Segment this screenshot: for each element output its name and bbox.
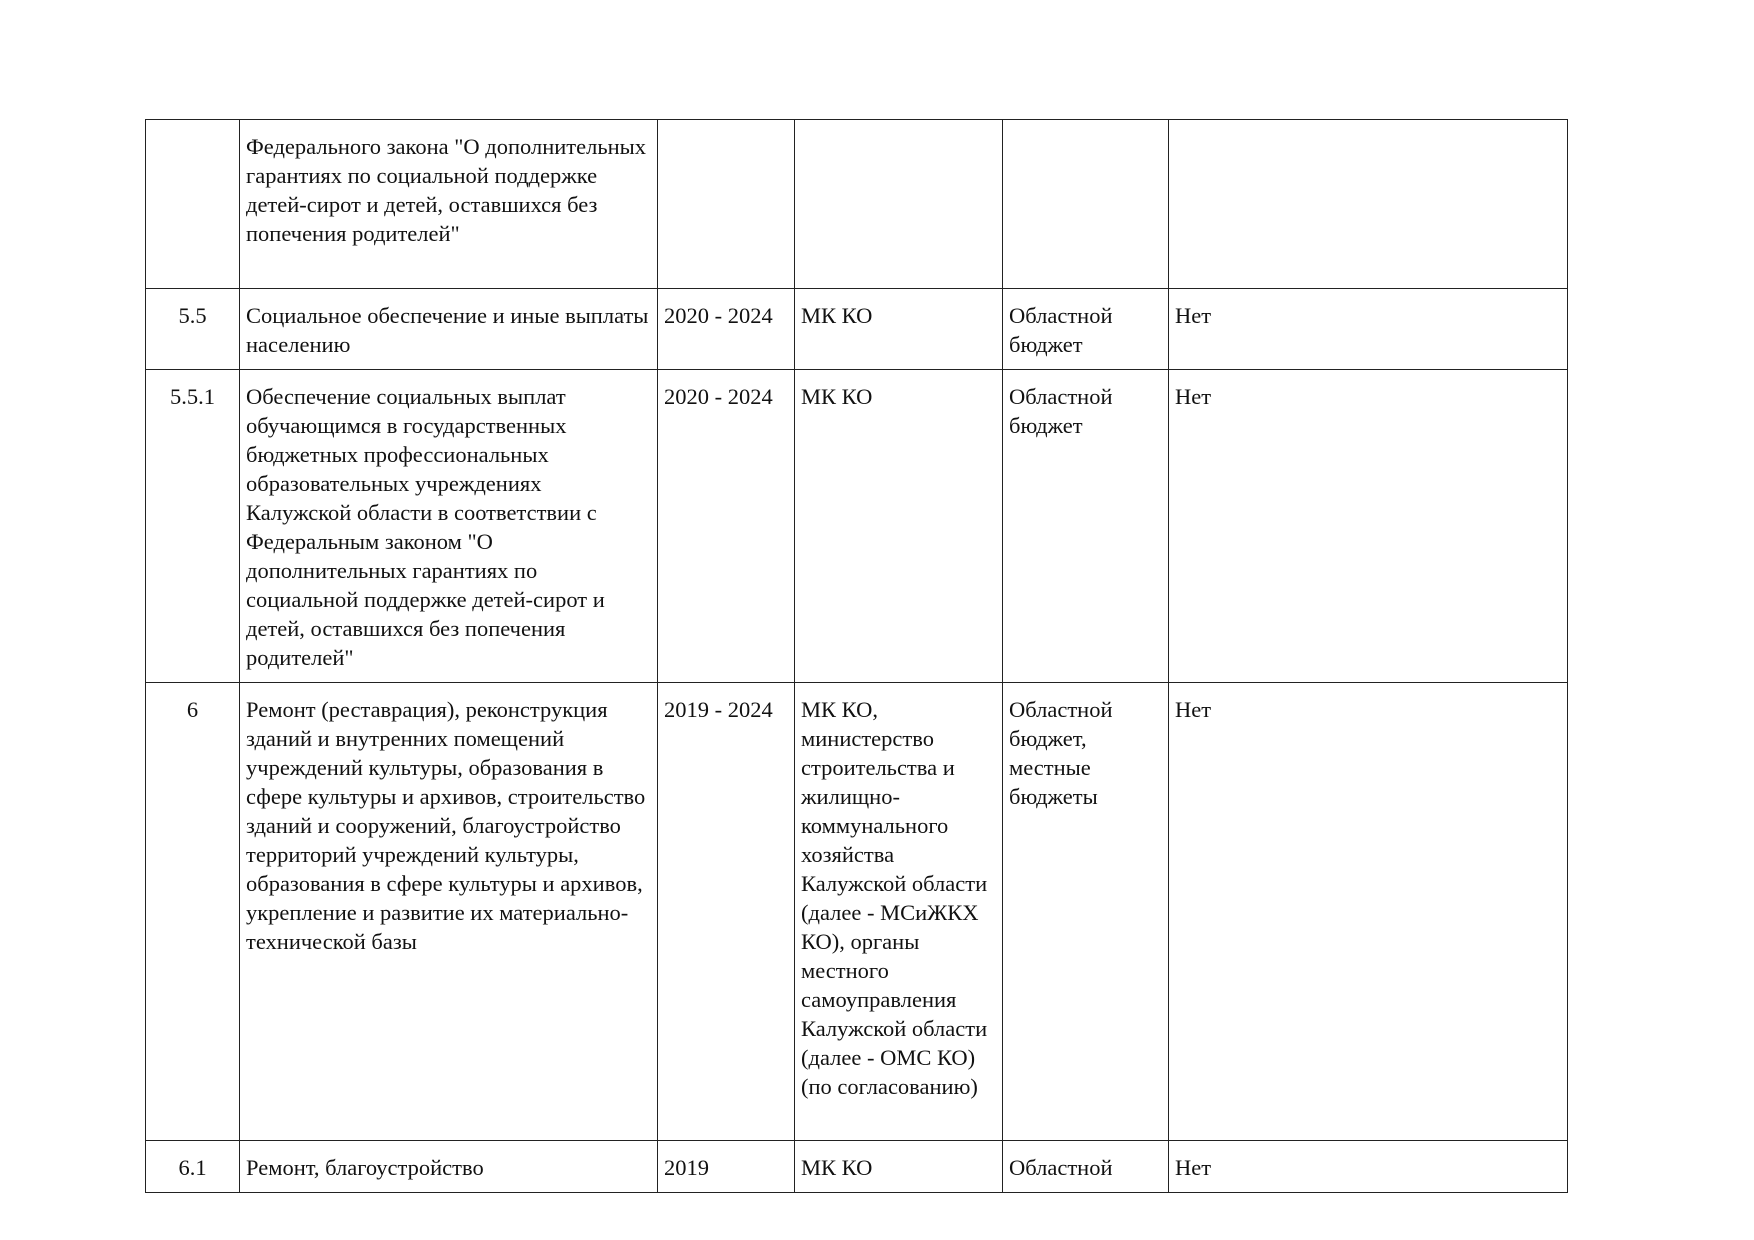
- row-number: [146, 120, 240, 289]
- row-number: 6.1: [146, 1141, 240, 1193]
- implementation-period: 2019 - 2024: [658, 683, 795, 1141]
- funding-source: Областной бюджет: [1003, 370, 1169, 683]
- activity-name: Обеспечение социальных выплат обучающимся в государственных бюджетных профессиональных образовательных учреждениях Калужской области в соответствии с Федеральным законом "О дополнительных гарантиях по социальной поддержке детей-сирот и детей, оставшихся без попечения родителей": [240, 370, 658, 683]
- implementation-period: [658, 120, 795, 289]
- activity-name: Ремонт (реставрация), реконструкция зданий и внутренних помещений учреждений культуры, образования в сфере культуры и архивов, строительство зданий и сооружений, благоустройство территорий учреждений культуры, образования в сфере культуры и архивов, укрепление и развитие их материально-технической базы: [240, 683, 658, 1141]
- note: Нет: [1169, 1141, 1568, 1193]
- row-number: 6: [146, 683, 240, 1141]
- note: Нет: [1169, 289, 1568, 370]
- implementation-period: 2019: [658, 1141, 795, 1193]
- activity-name: Социальное обеспечение и иные выплаты населению: [240, 289, 658, 370]
- row-number: 5.5: [146, 289, 240, 370]
- responsible-executor: МК КО, министерство строительства и жилищно-коммунального хозяйства Калужской области (далее - МСиЖКХ КО), органы местного самоуправления Калужской области (далее - ОМС КО) (по согласованию): [795, 683, 1003, 1141]
- table-row: [146, 370, 1568, 683]
- funding-source: Областной: [1003, 1141, 1169, 1193]
- funding-source: Областной бюджет, местные бюджеты: [1003, 683, 1169, 1141]
- note: Нет: [1169, 683, 1568, 1141]
- implementation-period: 2020 - 2024: [658, 370, 795, 683]
- responsible-executor: МК КО: [795, 1141, 1003, 1193]
- funding-source: Областной бюджет: [1003, 289, 1169, 370]
- activity-name: Федерального закона "О дополнительных гарантиях по социальной поддержке детей-сирот и детей, оставшихся без попечения родителей": [240, 120, 658, 289]
- table-row: [146, 120, 1568, 289]
- responsible-executor: МК КО: [795, 289, 1003, 370]
- note: [1169, 120, 1568, 289]
- responsible-executor: МК КО: [795, 370, 1003, 683]
- responsible-executor: [795, 120, 1003, 289]
- implementation-period: 2020 - 2024: [658, 289, 795, 370]
- table-row: [146, 289, 1568, 370]
- funding-source: [1003, 120, 1169, 289]
- table-row: [146, 683, 1568, 1141]
- activity-name: Ремонт, благоустройство: [240, 1141, 658, 1193]
- note: Нет: [1169, 370, 1568, 683]
- program-activities-table: [145, 119, 1568, 1193]
- row-number: 5.5.1: [146, 370, 240, 683]
- table-row: [146, 1141, 1568, 1193]
